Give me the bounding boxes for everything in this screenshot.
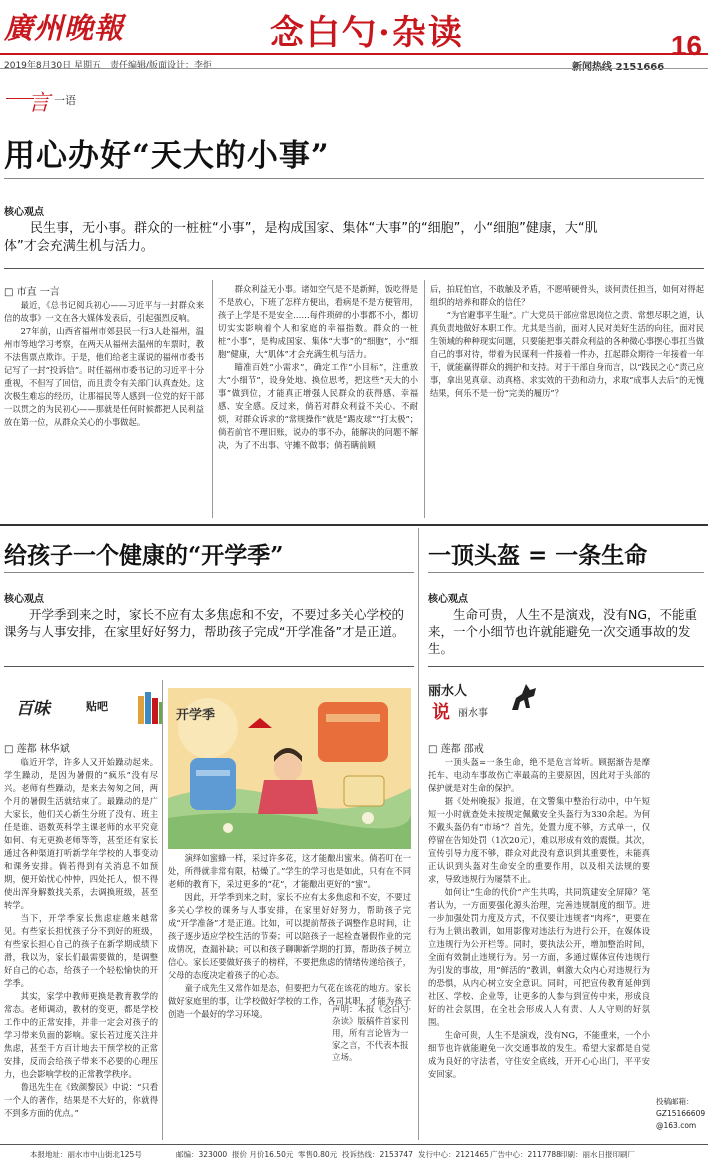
baiwei-badge-sub: 贴吧	[86, 700, 108, 713]
section-title: 念白勺·杂读	[270, 13, 464, 53]
article3-col1-p1: 一顶头盔=一条生命，绝不是危言耸听。顾据渐告是摩托车、电动车事故伤亡率最高的主要原因，因此对于头部的保护就是对生命的保护。	[428, 757, 650, 793]
lishuiren-badge-sub: 丽水事	[458, 708, 488, 719]
article3-lead: 生命可贵，人生不是演戏，没有NG，不能重来，一个小细节也许就能避免一次交通事故的发生。	[428, 607, 698, 656]
page-footer	[0, 1144, 708, 1162]
article1-column-1	[4, 299, 204, 517]
badge-char: 言	[28, 91, 51, 116]
horse-icon	[508, 680, 542, 714]
footer-printer: 印刷：丽水日报印刷厂	[560, 1150, 635, 1159]
article2-col2-p1: 演绎如蜜蜂一样，采过许多花，这才能酿出蜜来。倘若叮在一处，所得就非常有限，枯燥了。”学生的学习也是如此，只有在不同老师的教育下，采过更多的“花”，才能酿出更好的“蜜”。	[168, 853, 411, 889]
article1-byline: □ 市直 一言	[4, 287, 60, 298]
article2-column-1	[4, 756, 158, 1140]
article1-col2-p2: 瞄准百姓“小需求”，确定工作“小目标”，注重放大“小细节”，设身处地、换位思考，把这些“天大的小事”做到位，才能真正增强人民群众的获得感、幸福感、安全感。反过来，倘若对群众利益不关心、不耐烦，对群众诉求的“常规操作”就是“踢皮球”“打太极”；倘若前官不理旧账，说办的事不办，能解决的问题不解决，为了不出事、守摊不做事；倘若瞒前顾	[218, 362, 418, 450]
article2-col2-p2: 因此，开学季到来之时，家长不应有太多焦虑和不安，不要过多关心学校的课务与人事安排，在家里好好努力，帮助孩子完成“开学准备”才是正道。比如，可以提前帮孩子调整作息时间，让孩子逐步适应学校生活的节奏；可以陪孩子一起检查暑假作业的完成情况，查漏补缺；可以和孩子聊聊新学期的打算，帮助孩子树立信心。家长还要做好孩子的榜样，不要把焦虑的情绪传递给孩子，父母的态度决定着孩子的心态。	[168, 892, 411, 980]
footer-retail: 零售0.80元	[298, 1150, 338, 1159]
masthead-divider	[0, 68, 708, 69]
news-hotline: 新闻热线 2151666	[572, 62, 665, 73]
baiwei-badge	[16, 690, 156, 730]
article3-col1-p4: 生命可贵，人生不是演戏，没有NG，不能重来，一个小细节也许就能避免一次交通事故的发生。希望大家都是自觉成为良好的守法者，守住安全底线，开开心心出门，平平安安回家。	[428, 1030, 650, 1079]
article1-column-2	[218, 283, 418, 517]
baiwei-badge-text: 百味	[16, 699, 50, 719]
footer-price: 报价 月价16.50元	[232, 1150, 294, 1159]
issue-date: 2019年8月30日 星期五	[4, 61, 101, 71]
column-badge	[6, 86, 126, 114]
illustration-title: 开学季	[176, 708, 216, 723]
notice-box: 声明：本报《念白勺·杂读》版稿件首家刊用，所有言论皆为一家之言，不代表本报立场。	[332, 1005, 412, 1063]
lishuiren-badge	[428, 680, 558, 724]
article2-headline: 给孩子一个健康的“开学季”	[4, 542, 284, 569]
article2-col1-p2: 当下，开学季家长焦虑症越来越常见。有些家长担忧孩子分不到好的班级，有些家长担心自己的孩子在新学期成绩下滑，我以为，家长们最需要做的，是调整好自己的心态，给孩子一个轻松愉快的开学季。	[4, 913, 158, 988]
masthead-info-bar	[0, 53, 708, 73]
contribution-box	[656, 1096, 708, 1132]
article1-core-label: 核心观点	[4, 207, 44, 218]
article2-lead-divider	[4, 666, 414, 667]
article1-lead-divider	[4, 268, 704, 269]
column-separator	[162, 680, 163, 1140]
article3-headline: 一顶头盔 = 一条生命	[428, 542, 648, 569]
footer-ad: 广告中心：2117788	[490, 1150, 561, 1159]
article3-byline: □ 莲都 邵戒	[428, 744, 484, 755]
page-number: 16	[670, 30, 702, 61]
article2-byline: □ 莲都 林华斌	[4, 744, 70, 755]
footer-distribution: 发行中心：2121465	[418, 1150, 489, 1159]
article2-rule	[4, 572, 414, 573]
column-separator	[424, 280, 425, 518]
article2-core-label: 核心观点	[4, 594, 44, 605]
article3-col1-p2: 据《处州晚报》报道，在文警集中整治行动中，中午短短一小时就查处未按规定佩戴安全头盔行为330余起。为何不戴头盔仍有“市场”？首先，处置力度不够，方式单一，仅停留在告知处罚（1次20元），难以形成有效的震慑。其次，宣传引导力度不够，群众对此没有意识到其重要性，未能真正认识到头盔对生命安全的重要作用，以及相关法规的要求，导致违规行为屡禁不止。	[428, 796, 650, 884]
contribution-label: 投稿邮箱：	[656, 1097, 694, 1106]
masthead	[0, 0, 708, 61]
article1-col3-p2: “为官避事平生耻”。广大党员干部应常思岗位之责、常想尽职之道，认真负责地做好本职工作。尤其是当前，面对人民对美好生活的向往，面对民生领域的种种现实问题，只要能把事关群众利益的各种微心事摆心事扛当做自己的事对待，带着为民谋利一件接着一件办，扛起群众期待一年接着一年干，就能赢得群众的拥护和支持。对于干部自身而言，以“践民之心”责己应事，拿出见真章、动真格、求实效的干劲和动力，求取“成事人去后”的无愧结果，何乐不是一份“完美的履历”？	[430, 310, 704, 398]
editor-credit: 责任编辑/版面设计：李炬	[110, 61, 213, 71]
article2-col2-p3: 童子成先生又常作如是态，但要把力气花在该花的地方。家长做好家庭里的事，让学校做好学校的工作，各司其职，才能为孩子创造一个最好的学习环境。	[168, 983, 411, 1019]
column-separator	[418, 528, 419, 1140]
footer-address: 本报地址：丽水市中山街北125号	[30, 1150, 142, 1159]
badge-sub: 一语	[54, 94, 76, 107]
article1-headline: 用心办好“天大的小事”	[4, 138, 330, 174]
back-to-school-illustration	[168, 688, 411, 849]
article2-lead: 开学季到来之时，家长不应有太多焦虑和不安，不要过多关心学校的课务与人事安排，在家里好好努力，帮助孩子完成“开学准备”才是正道。	[4, 607, 405, 639]
article1-col3-p1: 后，拍屁怕官，不敢触及矛盾，不愿啃硬骨头，谈何责任担当，如何对得起组织的培养和群众的信任？	[430, 284, 704, 307]
article2-col1-p4: 鲁迅先生在《致颜黎民》中说：“只看一个人的著作，结果是不大好的，你就得不到多方面的优点。”	[4, 1082, 158, 1118]
article3-col1-p3: 如何让“生命的代价”产生共鸣，共同筑建安全屏障？笔者认为，一方面要强化源头治理，完善违规制度的细节。进一步加强处罚力度及方式，不仅要让违规者“肉疼”，更要在行为上锁出教训，如用影像对违法行为进行公开，在媒体设立违规行为公开栏等。同时，要执法公开，增加整治时间，全面有效制止违规行为。另一方面，多通过媒体宣传违规行为引发的事故，用“鲜活的”教训，刺激大众内心对违规行为的恐惧，从内心树立安全意识。同时，可把宣传教育延伸到社区、学校、企业等，让更多的人参与到宣传中来，形成良好的社会氛围，在全社会形成人人有责、人人守则的好氛围。	[428, 887, 650, 1027]
article1-col1-p1: 最近，《总书记阅兵初心——习近平与一封群众来信的故事》一文在各大媒体发表后，引起强烈反响。	[4, 300, 204, 323]
contribution-email[interactable]: GZ15166609@163.com	[656, 1109, 706, 1130]
article3-rule	[428, 572, 704, 573]
article2-col1-p3: 其实，家学中教师更换是教育教学的常态。老师调动，教材的变更，都是学校工作中的正常安排，并非一定会对孩子的学习带来负面的影响。家长若过度关注并焦虑，甚至千方百计地去干预学校的正常安排，反而会给孩子带来不必要的心理压力，也会影响学校的正常教学秩序。	[4, 991, 158, 1079]
column-separator	[212, 280, 213, 518]
article1-lead: 民生事，无小事。群众的一桩桩“小事”，是构成国家、集体“大事”的“细胞”，小“细胞”健康，大“肌体”才会充满生机与活力。	[4, 221, 598, 254]
article3-lead-divider	[428, 666, 704, 667]
newspaper-logo: 廣州晚報	[4, 11, 125, 45]
books-icon	[136, 690, 164, 726]
article1-col1-p2: 27年前，山西省福州市郊县民一行3人赴福州，温州市等地学习考察，在两天从福州去温州的车票时，教不法售票点欺诈。于是，他们给老主谋说的福州市委书记写了一封“投诉信”。时任福州市委书记的习近平十分重视，不但写了回信，而且责令有关部门认真查处。这次极生难忘的经历，让那福民等人感到一位党的好干部一以贯之的为民初心——那就是任何时候都把人民利益放在第一位，从群众关心的小事做起。	[4, 326, 204, 427]
lishuiren-badge-text: 丽水人	[428, 684, 468, 699]
footer-complaint: 投诉热线：2153747	[342, 1150, 413, 1159]
article2-column-2	[168, 852, 411, 1142]
article3-core-label: 核心观点	[428, 594, 468, 605]
lishuiren-badge-say: 说	[432, 702, 450, 723]
article1-col2-p1: 群众利益无小事。诸如空气是不是新鲜，饭吃得是不是放心，下班了怎样方便出，看病是不是方便管用，孩子上学是不是安全……每件琐碎的小事都不小，都切切实实影响着个人和家庭的幸福指数。群众的一桩桩“小事”，是构成国家、集体“大事”的“细胞”，小“细胞”健康，大“肌体”才会充满生机与活力。	[218, 284, 418, 359]
footer-postcode: 邮编：323000	[176, 1150, 228, 1159]
article3-column-1	[428, 756, 650, 1140]
article1-column-3	[430, 283, 704, 517]
section-divider	[0, 524, 708, 526]
article2-col1-p1: 临近开学，许多人又开始躁动起来。学生躁动，是因为暑假的“疯乐”没有尽兴。老师有些躁动，是来去匆匆之间，两个月的暑假生活就结束了。最躁动的是广大家长，他们关心新生分班了没有、班主任是谁、语数英科学主课老师的水平究竟如何、有无更换老师等等，甚至还有家长通过各种渠道打听新学年学校的人事变动和课务安排。倘若得到有关消息不如预期，便开始忧心忡忡，四处托人，恨不得使出浑身解数找关系，去调换班级，甚至转学。	[4, 757, 158, 910]
article1-rule	[4, 178, 704, 179]
